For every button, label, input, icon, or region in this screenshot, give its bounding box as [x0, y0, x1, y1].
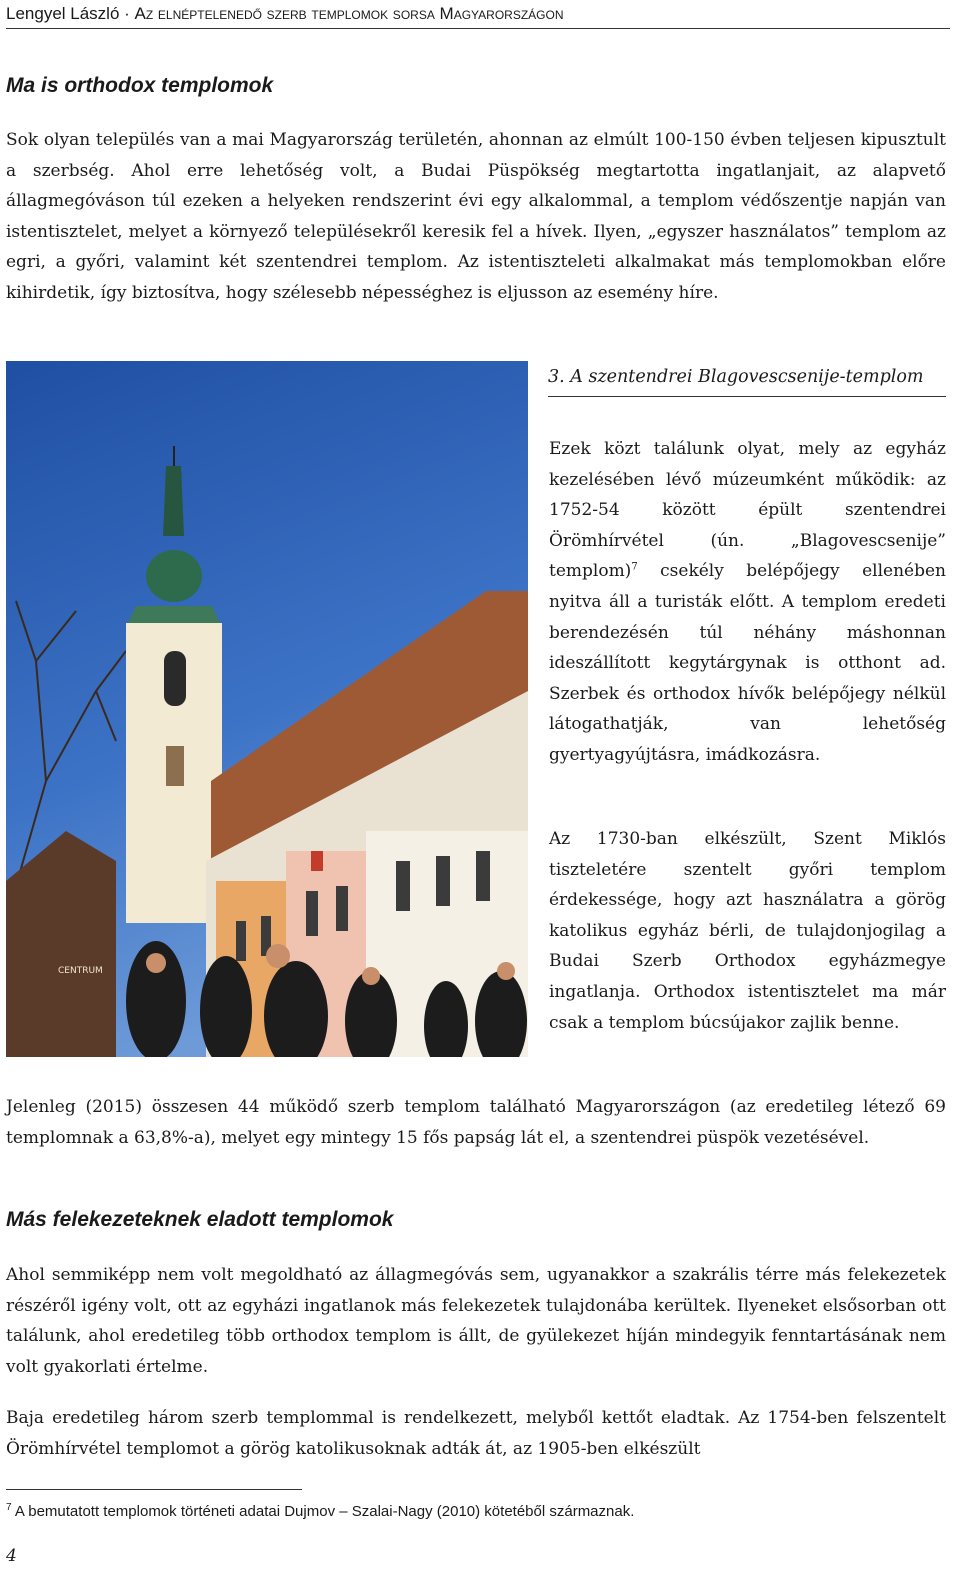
spire	[163, 466, 184, 536]
intro-paragraph: Sok olyan település van a mai Magyarország területén, ahonnan az elmúlt 100-150 évben teljesen kipusztult a szerbség. Ahol erre lehetőség volt, a Budai Püspökség megtartotta ingatlanjait, az alapvető állagmegóváson túl ezeken a helyeken rendszerint évi egy alkalommal, a templom védőszentje napján van istentisztelet, melyet a környező településekről keresik fel a hívek. Ilyen, „egyszer használatos” templom az egri, a győri, valamint két szentendrei templom. Az istentiszteleti alkalmakat más templomokban előre kihirdetik, így biztosítva, hogy szélesebb népességhez is eljusson az esemény híre.	[6, 130, 946, 303]
tower-window	[164, 651, 186, 706]
current-paragraph: Jelenleg (2015) összesen 44 működő szerb templom található Magyarországon (az eredetileg létező 69 templomnak a 63,8%-a), melyet egy mintegy 15 fős papság lát el, a szentendrei püspök vezetésével.	[6, 1097, 946, 1148]
onion-dome	[146, 550, 202, 602]
running-header	[6, 2, 950, 29]
side-paragraph-gyor: Az 1730-ban elkészült, Szent Miklós tiszteletére szentelt győri templom érdekessége, hogy azt használatra a görög katolikus egyház bérli, de tulajdonjogilag a Budai Szerb Orthodox egyházmegye ingatlanja. Orthodox istentisztelet ma már csak a templom búcsújakor zajlik benne.	[549, 829, 946, 1033]
flag	[311, 851, 323, 871]
footnote-ref: 7	[631, 561, 638, 573]
footnote	[6, 1497, 946, 1523]
tower-window-lower	[166, 746, 184, 786]
footnote-number: 7	[6, 1502, 12, 1513]
section-heading-orthodox: Ma is orthodox templomok	[6, 74, 274, 97]
sold-paragraph-2: Baja eredetileg három szerb templommal is rendelkezett, melyből kettőt eladtak. Az 1754-ben felszentelt Örömhírvétel templomot a görög katolikusoknak adták át, az 1905-ben elkészült	[6, 1408, 946, 1459]
section-heading-sold: Más felekezeteknek eladott templomok	[6, 1208, 394, 1231]
figure-caption: 3. A szentendrei Blagovescsenije-templom	[548, 362, 946, 397]
side-paragraph-museum-text-cont: csekély belépőjegy ellenében nyitva áll a turisták előtt. A templom eredeti berendezésén túl néhány máshonnan ideszállított kegytárgynak is otthont ad. Szerbek és orthodox hívők belépőjegy nélkül látogathatják, van lehetőség gyertyagyújtásra, imádkozásra.	[549, 561, 946, 765]
tower-cap	[128, 606, 220, 623]
church-photo	[6, 361, 528, 1057]
header-title: Az elnéptelenedő szerb templomok sorsa Magyarországon	[134, 4, 564, 23]
footnote-rule	[6, 1489, 302, 1490]
sold-paragraph-1: Ahol semmiképp nem volt megoldható az állagmegóvás sem, ugyanakkor a szakrális térre más felekezetek részéről igény volt, ott az egyházi ingatlanok más felekezetek tulajdonába kerültek. Ilyeneket elsősorban ott találunk, ahol eredetileg több orthodox templom is állt, de gyülekezet híján mindegyik fenntartásának nem volt gyakorlati értelme.	[6, 1265, 946, 1377]
centrum-sign-text: CENTRUM	[58, 966, 103, 976]
page-number: 4	[6, 1546, 17, 1566]
side-paragraph-museum-text: Ezek közt találunk olyat, mely az egyház kezelésében lévő múzeumként működik: az 1752-54 között épült szentendrei Örömhírvétel (ún. „Blagovescsenije” templom)	[549, 439, 946, 582]
side-paragraph-museum	[549, 434, 946, 771]
footnote-text: A bemutatott templomok történeti adatai Dujmov – Szalai-Nagy (2010) kötetéből származnak.	[11, 1503, 635, 1520]
header-author: Lengyel László ·	[6, 4, 135, 23]
